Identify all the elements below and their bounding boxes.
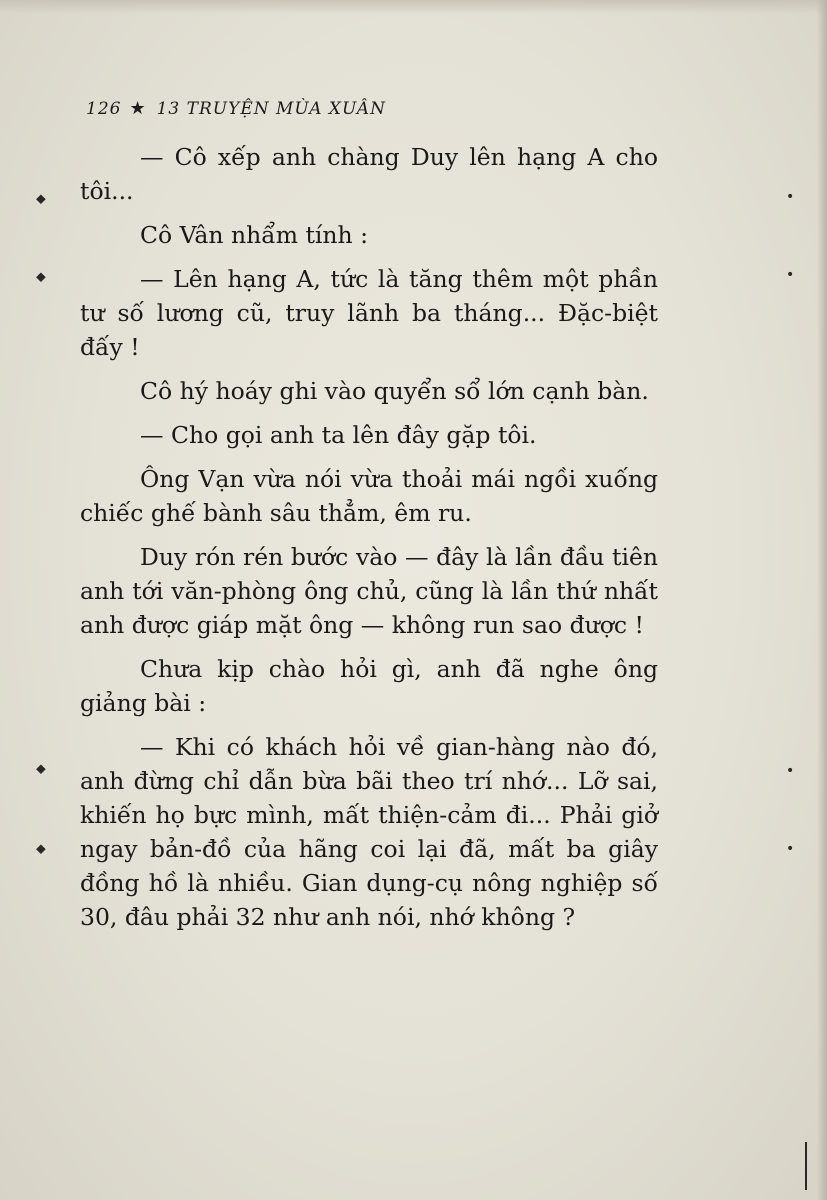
paragraph-1: — Cô xếp anh chàng Duy lên hạng A cho tôi... [80,143,658,205]
binding-hole-mark: ⬥ [36,269,46,285]
body-text [80,140,658,934]
binding-hole-mark: ⬥ [36,841,46,857]
binding-hole-mark: • [786,763,795,779]
star-separator: ★ [129,98,147,119]
paragraph-8: Chưa kịp chào hỏi gì, anh đã nghe ông giảng bài : [80,655,658,717]
paragraph-9: — Khi có khách hỏi về gian-hàng nào đó, anh đừng chỉ dẫn bừa bãi theo trí nhớ... Lỡ sai, khiến họ bực mình, mất thiện-cảm đi... Phải giở ngay bản-đồ của hãng coi lại đã, mất ba giây đồng hồ là nhiều. Gian dụng-cụ nông nghiệp số 30, đâu phải 32 như anh nói, nhớ không ? [80,733,658,931]
paragraph-7: Duy rón rén bước vào — đây là lần đầu tiên anh tới văn-phòng ông chủ, cũng là lần thứ nhất anh được giáp mặt ông — không run sao được ! [80,543,658,639]
binding-hole-mark: ⬥ [36,761,46,777]
paragraph-5: — Cho gọi anh ta lên đây gặp tôi. [140,421,537,449]
binding-hole-mark: • [786,189,795,205]
running-header [86,98,386,119]
paragraph-3: — Lên hạng A, tức là tăng thêm một phần tư số lương cũ, truy lãnh ba tháng... Đặc-biệt đấy ! [80,265,658,361]
binding-hole-mark: • [786,267,795,283]
page-top-edge [0,0,827,14]
book-title: 13 TRUYỆN MÙA XUÂN [156,99,386,119]
paragraph-6: Ông Vạn vừa nói vừa thoải mái ngồi xuống chiếc ghế bành sâu thẳm, êm ru. [80,465,658,527]
page-edge-line [805,1142,807,1190]
paragraph-2: Cô Vân nhẩm tính : [140,221,369,249]
paragraph-4: Cô hý hoáy ghi vào quyển sổ lớn cạnh bàn. [140,377,649,405]
binding-hole-mark: ⬥ [36,191,46,207]
page-right-edge [817,0,827,1200]
page-number: 126 [86,99,122,119]
binding-hole-mark: • [786,841,795,857]
